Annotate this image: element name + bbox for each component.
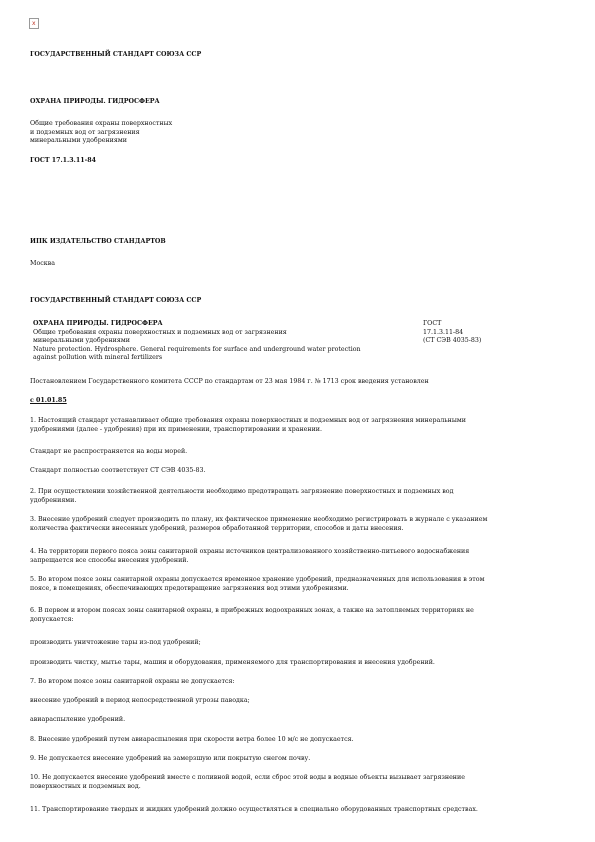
title-table-line: минеральными удобрениями — [33, 337, 130, 345]
broken-image-glyph: x — [32, 20, 36, 27]
paragraph-1 — [30, 417, 570, 434]
title-table-line: Общие требования охраны поверхностных и подземных вод от загрязнения — [33, 328, 287, 336]
paragraph-line: 6. В первом и втором поясах зоны санитарной охраны, в прибрежных водоохранных зонах, а также на затопляемых территориях не — [30, 607, 474, 614]
paragraph-6 — [30, 607, 570, 624]
city: Москва — [30, 260, 55, 267]
paragraph-10 — [30, 774, 570, 791]
paragraph-line: авиараспыление удобрений. — [30, 716, 126, 723]
paragraph-conformance — [30, 467, 570, 476]
gost-equivalent: (СТ СЭВ 4035-83) — [423, 337, 482, 345]
paragraph-9 — [30, 755, 570, 764]
paragraph-line: 9. Не допускается внесение удобрений на замерзшую или покрытую снегом почву. — [30, 755, 311, 762]
paragraph-line: 3. Внесение удобрений следует производить по плану, их фактическое применение необходимо регистрировать в журнале с указанием — [30, 516, 488, 523]
state-standard-title: ГОСУДАРСТВЕННЫЙ СТАНДАРТ СОЮЗА ССР — [30, 51, 202, 58]
title-table-right-cell — [423, 320, 563, 346]
paragraph-line: поверхностных и подземных вод. — [30, 782, 141, 790]
paragraph-6-item-2 — [30, 659, 570, 668]
paragraph-line: 5. Во втором поясе зоны санитарной охраны допускается временное хранение удобрений, предназначенных для использования в этом — [30, 576, 485, 583]
paragraph-3 — [30, 516, 570, 533]
paragraph-line: 8. Внесение удобрений путем авиараспыления при скорости ветра более 10 м/с не допускается. — [30, 736, 354, 743]
paragraph-line: 7. Во втором поясе зоны санитарной охраны не допускается: — [30, 678, 235, 685]
paragraph-line: удобрениями. — [30, 496, 77, 504]
paragraph-line: Стандарт не распространяется на воды морей. — [30, 448, 188, 455]
gost-label: ГОСТ — [423, 320, 442, 327]
document-title-line: и подземных вод от загрязнения — [30, 128, 140, 136]
document-title-line: Общие требования охраны поверхностных — [30, 120, 173, 127]
second-title: ГОСУДАРСТВЕННЫЙ СТАНДАРТ СОЮЗА ССР — [30, 297, 202, 304]
system-title: ОХРАНА ПРИРОДЫ. ГИДРОСФЕРА — [30, 98, 160, 105]
paragraph-line: 1. Настоящий стандарт устанавливает общие требования охраны поверхностных и подземных вод от загрязнения минеральными — [30, 417, 466, 424]
decree-text: Постановлением Государственного комитета СССР по стандартам от 23 мая 1984 г. № 1713 срок введения установлен — [30, 378, 429, 385]
paragraph-line: производить уничтожение тары из-под удобрений; — [30, 639, 201, 646]
paragraph-line: производить чистку, мытье тары, машин и оборудования, применяемого для транспортирования и внесения удобрений. — [30, 659, 435, 666]
paragraph-7 — [30, 678, 570, 687]
effective-date: с 01.01.85 — [30, 397, 67, 404]
paragraph-line: 11. Транспортирование твердых и жидких удобрений должно осуществляться в специально оборудованных транспортных средствах. — [30, 806, 478, 813]
paragraph-scope — [30, 448, 570, 457]
paragraph-8 — [30, 736, 570, 745]
title-table-line: ОХРАНА ПРИРОДЫ. ГИДРОСФЕРА — [33, 320, 163, 327]
paragraph-line: поясе, в помещениях, обеспечивающих предотвращение загрязнения вод этими удобрениями. — [30, 584, 349, 592]
paragraph-line: запрещается все способы внесения удобрений. — [30, 556, 189, 564]
gost-number: 17.1.3.11-84 — [423, 328, 464, 336]
paragraph-6-item-1 — [30, 639, 570, 648]
paragraph-7-item-1 — [30, 697, 570, 706]
title-table-left-cell — [33, 320, 423, 363]
paragraph-4 — [30, 548, 570, 565]
paragraph-2 — [30, 488, 570, 505]
paragraph-7-item-2 — [30, 716, 570, 725]
paragraph-line: 4. На территории первого пояса зоны санитарной охраны источников централизованного хозяйственно-питьевого водоснабжения — [30, 548, 470, 555]
paragraph-line: внесение удобрений в период непосредственной угрозы паводка; — [30, 697, 250, 704]
paragraph-line: 10. Не допускается внесение удобрений вместе с поливной водой, если сброс этой воды в водные объекты вызывает загрязнение — [30, 774, 465, 781]
publisher: ИПК ИЗДАТЕЛЬСТВО СТАНДАРТОВ — [30, 238, 166, 245]
paragraph-11 — [30, 806, 570, 815]
title-table — [30, 320, 570, 368]
paragraph-5 — [30, 576, 570, 593]
paragraph-line: количества фактически внесенных удобрений, размеров обработанной территории, способов и даты внесения. — [30, 524, 404, 532]
broken-image-icon — [29, 18, 39, 29]
title-table-line: against pollution with mineral fertilizers — [33, 354, 163, 362]
paragraph-line: 2. При осуществлении хозяйственной деятельности необходимо предотвращать загрязнение поверхностных и подземных вод — [30, 488, 454, 495]
document-number: ГОСТ 17.1.3.11-84 — [30, 157, 96, 164]
paragraph-line: Стандарт полностью соответствует СТ СЭВ 4035-83. — [30, 467, 206, 474]
document-title — [30, 120, 570, 146]
paragraph-line: удобрениями (далее - удобрения) при их применении, транспортировании и хранении. — [30, 425, 322, 433]
paragraph-line: допускается: — [30, 615, 74, 623]
document-title-line: минеральными удобрениями — [30, 137, 127, 145]
title-table-line: Nature protection. Hydrosphere. General requirements for surface and underground water protection — [33, 345, 361, 353]
